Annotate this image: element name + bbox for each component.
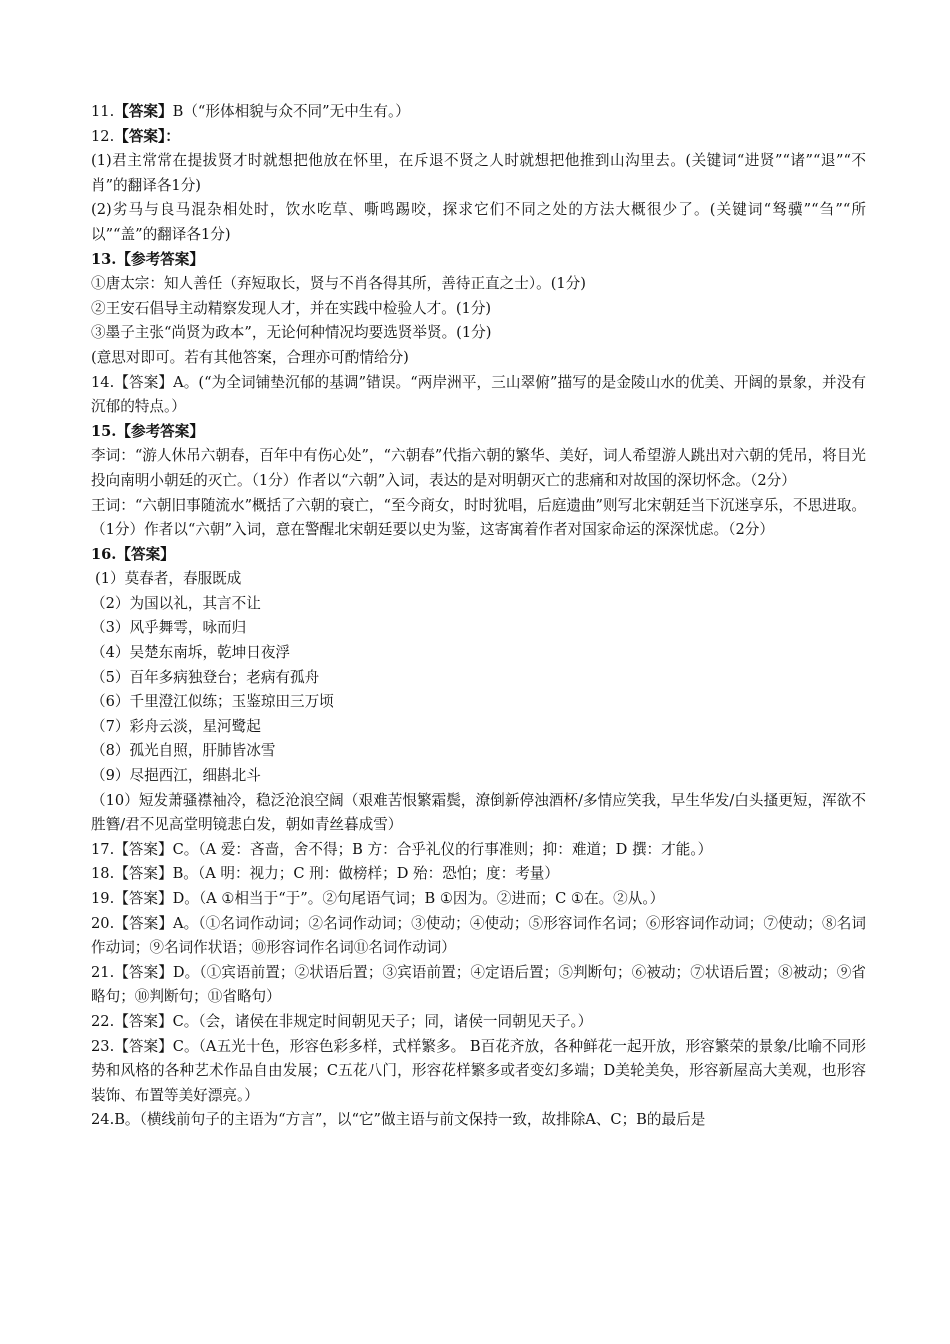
question-number: 16. <box>91 545 117 563</box>
answer-16-item: (1）莫春者，春服既成 <box>95 570 242 588</box>
answer-13-item-3: ③墨子主张“尚贤为政本”，无论何种情况均要选贤举贤。(1分) <box>91 324 492 342</box>
answer-16-item: （9）尽挹西江，细斟北斗 <box>91 767 261 785</box>
answer-22: 22.【答案】C。（会，诸侯在非规定时间朝见天子；同，诸侯一同朝见天子。） <box>91 1012 593 1030</box>
question-number: 11. <box>91 103 115 120</box>
answer-label: 【答案】 <box>114 127 166 145</box>
answer-16-item: （7）彩舟云淡，星河鹭起 <box>91 717 261 735</box>
answer-16-head <box>91 543 866 568</box>
answer-colon: ： <box>165 127 180 145</box>
answer-16-item: （10）短发萧骚襟袖冷，稳泛沧浪空阔（艰难苦恨繁霜鬓，潦倒新停浊酒杯/多情应笑我，早生华发/白头搔更短，浑欲不胜簪/君不见高堂明镜悲白发，朝如青丝暮成雪） <box>91 791 866 834</box>
answer-21: 21.【答案】D。（①宾语前置；②状语后置；③宾语前置；④定语后置；⑤判断句；⑥被动；⑦状语后置；⑧被动；⑨省略句；⑩判断句；⑪省略句） <box>91 963 866 1006</box>
answer-label: 【答案】 <box>114 103 173 120</box>
answer-16-item: （2）为国以礼，其言不让 <box>91 594 261 612</box>
answer-16-item: （8）孤光自照，肝肺皆冰雪 <box>91 742 276 760</box>
answer-12-part-2: (2)劣马与良马混杂相处时，饮水吃草、嘶鸣踢咬，探求它们不同之处的方法大概很少了。(关键词“驽骥”“刍”“所以”“盖”的翻译各1分) <box>91 201 866 243</box>
answer-17: 17.【答案】C。（A 爱：吝啬，舍不得；B 方：合乎礼仪的行事准则；抑：难道；D 撰：才能。） <box>91 840 713 858</box>
answer-13-item-2: ②王安石倡导主动精察发现人才，并在实践中检验人才。(1分) <box>91 299 492 317</box>
answer-11 <box>91 100 866 125</box>
answer-18: 18.【答案】B。（A 明：视力；C 刑：做榜样；D 殆：恐怕；度：考量） <box>91 865 559 883</box>
answer-19: 19.【答案】D。（A ①相当于“于”。②句尾语气词；B ①因为。②进而；C ①在。②从。） <box>91 890 665 907</box>
answer-23: 23.【答案】C。（A五光十色，形容色彩多样，式样繁多。 B百花齐放，各种鲜花一起开放，形容繁荣的景象/比喻不同形势和风格的各种艺术作品自由发展；C五花八门，形容花样繁多或者变幻多端；D美轮美奂，形容新屋高大美观，也形容装饰、布置等美好漂亮。） <box>91 1037 866 1104</box>
answer-15-wang-ci: 王词：“六朝旧事随流水”概括了六朝的衰亡，“至今商女，时时犹唱，后庭遗曲”则写北宋朝廷当下沉迷享乐，不思进取。（1分）作者以“六朝”入词，意在警醒北宋朝廷要以史为鉴，这寄寓着作者对国家命运的深深忧虑。（2分） <box>91 496 866 539</box>
answer-label: 【答案】 <box>116 545 175 563</box>
answer-15-head: 15.【参考答案】 <box>91 422 204 440</box>
answer-24: 24.B。（横线前句子的主语为“方言”，以“它”做主语与前文保持一致，故排除A、C；B的最后是 <box>91 1111 706 1129</box>
question-number: 12. <box>91 127 115 145</box>
answer-16-item: （5）百年多病独登台；老病有孤舟 <box>91 668 320 686</box>
answer-16-item: （6）千里澄江似练；玉鉴琼田三万顷 <box>91 693 334 711</box>
answer-13-item-1: ①唐太宗：知人善任（弃短取长，贤与不肖各得其所，善待正直之士）。(1分) <box>91 275 586 293</box>
answer-13-note: (意思对即可。若有其他答案，合理亦可酌情给分) <box>91 348 409 366</box>
answer-16-item: （4）吴楚东南坼，乾坤日夜浮 <box>91 644 291 662</box>
answer-12-head <box>91 125 866 150</box>
answer-16-item: （3）风乎舞雩，咏而归 <box>91 619 247 637</box>
answer-14: 14.【答案】A。(“为全词铺垫沉郁的基调”错误。“两岸洲平，三山翠俯”描写的是金陵山水的优美、开阔的景象，并没有沉郁的特点。） <box>91 373 866 416</box>
answer-13-head: 13.【参考答案】 <box>91 250 204 268</box>
answer-20: 20.【答案】A。（①名词作动词；②名词作动词；③使动；④使动；⑤形容词作名词；⑥形容词作动词；⑦使动；⑧名词作动词；⑨名词作状语；⑩形容词作名词⑪名词作动词） <box>91 914 866 957</box>
answer-12-part-1: (1)君主常常在提拔贤才时就想把他放在怀里，在斥退不贤之人时就想把他推到山沟里去。(关键词“进贤”“诸”“退”“不肖”的翻译各1分) <box>91 152 866 194</box>
answer-text: B（“形体相貌与众不同”无中生有。） <box>172 103 410 120</box>
answer-15-li-ci: 李词：“游人休吊六朝春，百年中有伤心处”，“六朝春”代指六朝的繁华、美好，词人希望游人跳出对六朝的凭吊，将目光投向南明小朝廷的灭亡。（1分）作者以“六朝”入词，表达的是对明朝灭亡的悲痛和对故国的深切怀念。（2分） <box>91 447 866 489</box>
answer-document <box>91 100 866 1133</box>
